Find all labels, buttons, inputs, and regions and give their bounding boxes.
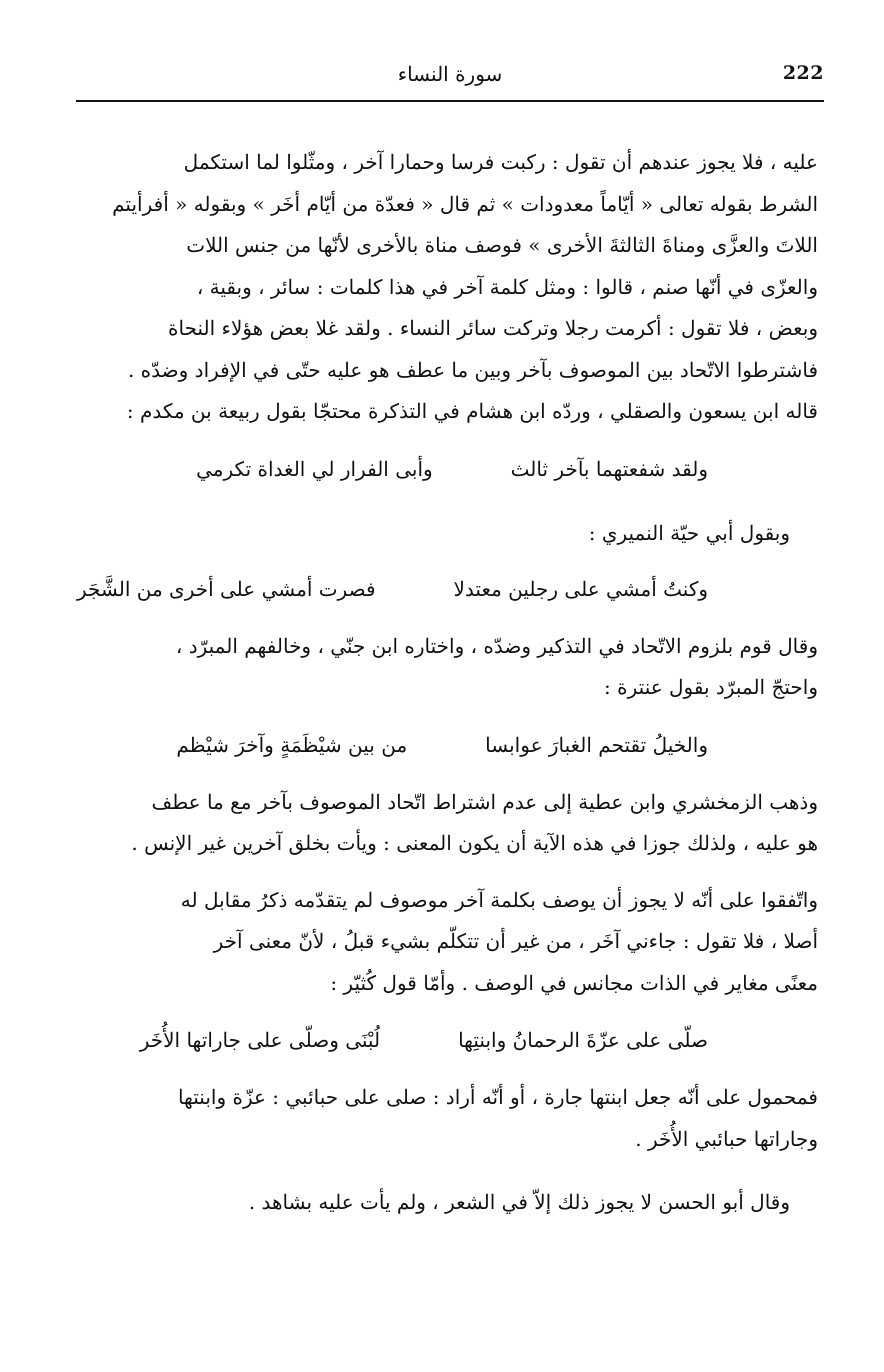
paragraph: [76, 1077, 818, 1160]
closing-paragraph: وقال أبو الحسن لا يجوز ذلك إلاّ في الشعر ، ولم يأت عليه بشاهد .: [248, 1190, 790, 1214]
text-line: قاله ابن يسعون والصقلي ، وردّه ابن هشام في التذكرة محتجّا بقول ربيعة بن مكدم :: [126, 399, 818, 423]
verse-second-hemistich: من بين شيْظَمَةٍ وآخرَ شيْظم: [176, 732, 408, 757]
header-rule: [76, 100, 824, 102]
text-line: فمحمول على أنّه جعل ابنتها جارة ، أو أنّه أراد : صلى على حبائبي : عزّة وابنتها: [177, 1085, 818, 1109]
paragraph: [76, 142, 818, 433]
verse-second-hemistich: فصرت أمشي على أخرى من الشَّجَر: [76, 576, 376, 601]
poem-verse: [76, 723, 818, 767]
verse-first-hemistich: والخيلُ تقتحم الغبارَ عوابسا: [485, 732, 708, 757]
text-line: معنًى مغاير في الذات مجانس في الوصف . وأمّا قول كُثيّر :: [330, 970, 818, 995]
page-header: [76, 62, 824, 96]
verse-first-hemistich: صلّى على عزّةَ الرحمانُ وابنتِها: [458, 1028, 708, 1052]
text-line: وذهب الزمخشري وابن عطية إلى عدم اشتراط اتّحاد الموصوف بآخر مع ما عطف: [151, 789, 818, 814]
poem-verse: [76, 567, 818, 611]
text-line: فاشترطوا الاتّحاد بين الموصوف بآخر وبين ما عطف هو عليه حتّى في الإفراد وضدّه .: [127, 357, 818, 382]
paragraph: [76, 782, 818, 865]
text-line: واتّفقوا على أنّه لا يجوز أن يوصف بكلمة آخر موصوف لم يتقدّمه ذكرُ مقابل له: [180, 887, 818, 912]
verse-second-hemistich: وأبى الفرار لي الغداة تكرمي: [196, 456, 433, 481]
page-body: [76, 142, 818, 1222]
text-line: وبعض ، فلا تقول : أكرمت رجلا وتركت سائر النساء . ولقد غلا بعض هؤلاء النحاة: [168, 316, 818, 340]
text-line: وقال قوم بلزوم الاتّحاد في التذكير وضدّه ، واختاره ابن جنّي ، وخالفهم المبرّد ،: [175, 633, 818, 658]
text-line: واحتجّ المبرّد بقول عنترة :: [604, 675, 818, 699]
verse-first-hemistich: وكنتُ أمشي على رجلين معتدلا: [453, 576, 708, 601]
text-line: والعزّى في أنّها صنم ، قالوا : ومثل كلمة آخر في هذا كلمات : سائر ، وبقية ،: [196, 274, 818, 299]
verse-first-hemistich: ولقد شفعتهما بآخر ثالث: [510, 456, 708, 481]
page-number: 222: [782, 62, 824, 84]
poem-verse: [76, 447, 818, 491]
paragraph: [76, 880, 818, 1005]
text-line: وجاراتها حبائبي الأُخَر .: [635, 1126, 818, 1151]
verse-introduction: وبقول أبي حيّة النميري :: [588, 520, 790, 545]
text-line: عليه ، فلا يجوز عندهم أن تقول : ركبت فرسا وحمارا آخر ، ومثّلوا لما استكمل: [183, 150, 818, 174]
running-title: سورة النساء: [397, 62, 503, 86]
text-line: اللاتَ والعزَّى ومناةَ الثالثةَ الأخرى » فوصف مناة بالأخرى لأنّها من جنس اللات: [186, 233, 818, 257]
paragraph: [76, 626, 818, 709]
text-line: الشرط بقوله تعالى « أيّاماً معدودات » ثم قال « فعدّة من أيّام أخَر » وبقوله « أفرأيتم: [112, 191, 818, 216]
text-line: هو عليه ، ولذلك جوزا في هذه الآية أن يكون المعنى : ويأت بخلق آخرين غير الإنس .: [131, 831, 818, 855]
poem-verse: [76, 1018, 818, 1062]
verse-second-hemistich: لُبْنَى وصلّى على جاراتها الأُخَر: [139, 1028, 381, 1052]
text-line: أصلا ، فلا تقول : جاءني آخَر ، من غير أن تتكلّم بشيء قبلُ ، لأنّ معنى آخر: [213, 929, 818, 953]
